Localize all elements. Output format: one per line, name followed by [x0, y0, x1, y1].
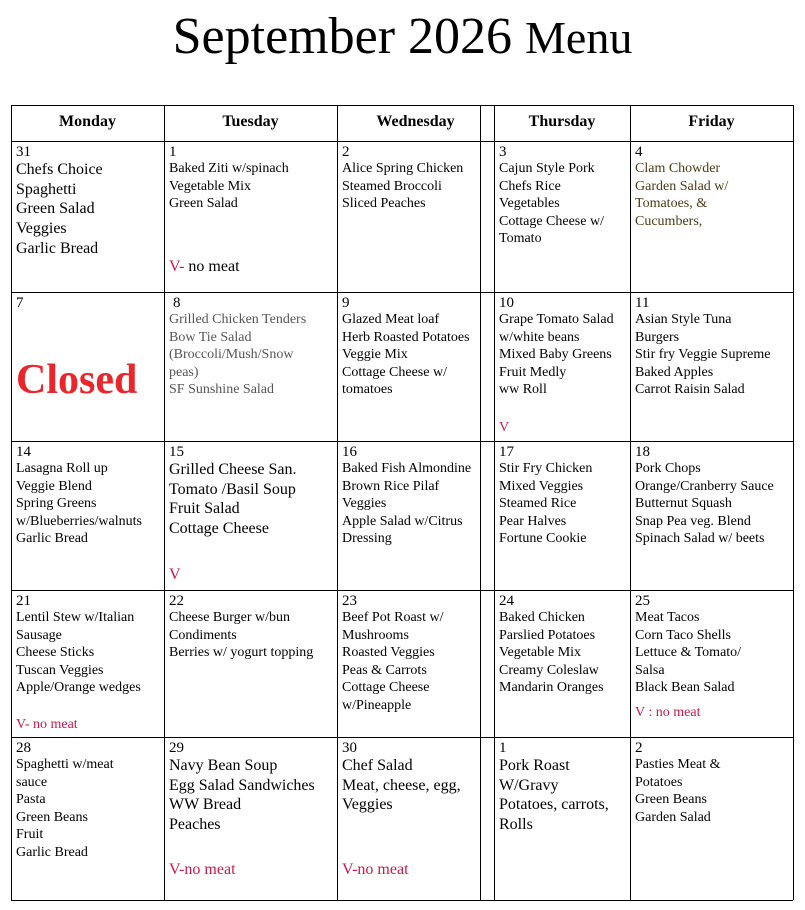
menu-items: Grape Tomato Salad w/white beans Mixed Baby Greens Fruit Medly ww Roll — [499, 312, 614, 397]
vegetarian-note — [499, 420, 509, 436]
menu-items: Baked Chicken Parslied Potatoes Vegetable Mix Creamy Coleslaw Mandarin Oranges — [499, 610, 604, 695]
day-cell — [630, 441, 793, 590]
day-number: 4 — [635, 144, 643, 160]
day-number: 1 — [169, 144, 177, 160]
vegetarian-note-mark: V — [499, 420, 510, 435]
vegetarian-note — [16, 717, 78, 733]
menu-items: Pork Roast W/Gravy Potatoes, carrots, Rolls — [499, 757, 609, 834]
menu-items: Lasagna Roll up Veggie Blend Spring Greens w/Blueberries/walnuts Garlic Bread — [16, 461, 142, 546]
day-cell — [11, 141, 164, 292]
day-number: 7 — [16, 295, 24, 311]
menu-items: Beef Pot Roast w/ Mushrooms Roasted Veggies Peas & Carrots Cottage Cheese w/Pineapple — [342, 610, 444, 713]
day-number: 9 — [342, 295, 350, 311]
day-number: 24 — [499, 593, 514, 609]
day-header-monday: Monday — [59, 113, 116, 130]
day-number: 8 — [173, 295, 181, 311]
day-header-tuesday: Tuesday — [222, 113, 279, 130]
day-cell — [494, 292, 630, 441]
menu-items: Grilled Cheese San. Tomato /Basil Soup Fruit Salad Cottage Cheese — [169, 461, 297, 538]
day-number: 10 — [499, 295, 514, 311]
menu-items: Cajun Style Pork Chefs Rice Vegetables Cottage Cheese w/ Tomato — [499, 161, 604, 246]
grid-rule-vertical — [793, 105, 794, 900]
day-cell — [11, 590, 164, 737]
day-cell — [337, 141, 494, 292]
day-number: 11 — [635, 295, 650, 311]
day-number: 31 — [16, 144, 31, 160]
menu-calendar-grid — [11, 105, 793, 900]
day-number: 21 — [16, 593, 31, 609]
day-cell — [11, 737, 164, 900]
day-number: 16 — [342, 444, 357, 460]
day-cell — [494, 590, 630, 737]
day-number: 18 — [635, 444, 650, 460]
vegetarian-note-mark: V-no meat — [169, 861, 236, 878]
day-cell — [164, 292, 337, 441]
day-cell — [494, 737, 630, 900]
menu-items: Clam Chowder Garden Salad w/ Tomatoes, & Cucumbers, — [635, 161, 729, 229]
vegetarian-note-mark: V- — [169, 258, 185, 275]
menu-items: Alice Spring Chicken Steamed Broccoli Sliced Peaches — [342, 161, 464, 211]
vegetarian-note-mark: V-no meat — [342, 861, 409, 878]
day-cell — [630, 141, 793, 292]
menu-items: Pasties Meat & Potatoes Green Beans Garden Salad — [635, 757, 721, 825]
day-number: 29 — [169, 740, 184, 756]
menu-items: Pork Chops Orange/Cranberry Sauce Butternut Squash Snap Pea veg. Blend Spinach Salad w/ beets — [635, 461, 774, 546]
page-title — [0, 6, 805, 69]
day-cell — [337, 441, 494, 590]
closed-label: Closed — [16, 357, 138, 403]
vegetarian-note-mark: V — [169, 566, 181, 583]
day-number: 1 — [499, 740, 507, 756]
day-number: 23 — [342, 593, 357, 609]
day-cell — [11, 441, 164, 590]
day-header-thursday: Thursday — [528, 113, 596, 130]
menu-items: Cheese Burger w/bun Condiments Berries w/ yogurt topping — [169, 610, 314, 660]
day-number: 30 — [342, 740, 357, 756]
title-menu-word: Menu — [525, 12, 633, 63]
vegetarian-note — [169, 566, 181, 584]
menu-items: Chef Salad Meat, cheese, egg, Veggies — [342, 757, 461, 814]
day-number: 3 — [499, 144, 507, 160]
menu-items: Asian Style Tuna Burgers Stir fry Veggie Supreme Baked Apples Carrot Raisin Salad — [635, 312, 771, 397]
vegetarian-note-text: no meat — [184, 258, 240, 275]
vegetarian-note — [635, 705, 700, 721]
day-cell — [337, 590, 494, 737]
vegetarian-note-mark: V : no meat — [635, 705, 701, 720]
day-cell — [630, 737, 793, 900]
menu-items: Glazed Meat loaf Herb Roasted Potatoes Veggie Mix Cottage Cheese w/ tomatoes — [342, 312, 470, 397]
vegetarian-note — [342, 861, 409, 879]
day-cell — [164, 141, 337, 292]
day-cell — [337, 737, 494, 900]
menu-items: Baked Fish Almondine Brown Rice Pilaf Veggies Apple Salad w/Citrus Dressing — [342, 461, 472, 546]
day-cell — [164, 441, 337, 590]
grid-rule-horizontal — [11, 900, 793, 901]
menu-items: Spaghetti w/meat sauce Pasta Green Beans Fruit Garlic Bread — [16, 757, 114, 860]
day-cell — [494, 441, 630, 590]
title-month: September 2026 — [172, 8, 513, 65]
day-number: 17 — [499, 444, 514, 460]
day-number: 2 — [342, 144, 350, 160]
day-number: 14 — [16, 444, 31, 460]
day-number: 22 — [169, 593, 184, 609]
day-cell — [630, 590, 793, 737]
day-cell — [494, 141, 630, 292]
day-header-wednesday: Wednesday — [376, 113, 455, 130]
vegetarian-note-mark: V- no meat — [16, 717, 78, 732]
day-number: 15 — [169, 444, 184, 460]
menu-items: Baked Ziti w/spinach Vegetable Mix Green Salad — [169, 161, 289, 211]
day-cell — [630, 292, 793, 441]
day-cell — [164, 590, 337, 737]
day-number: 28 — [16, 740, 31, 756]
day-cell — [11, 292, 164, 441]
day-header-friday: Friday — [688, 113, 735, 130]
menu-items: Grilled Chicken Tenders Bow Tie Salad (Broccoli/Mush/Snow peas) SF Sunshine Salad — [169, 312, 307, 397]
menu-items: Stir Fry Chicken Mixed Veggies Steamed Rice Pear Halves Fortune Cookie — [499, 461, 593, 546]
day-number: 25 — [635, 593, 650, 609]
menu-items: Meat Tacos Corn Taco Shells Lettuce & Tomato/ Salsa Black Bean Salad — [635, 610, 742, 695]
menu-items: Lentil Stew w/Italian Sausage Cheese Sticks Tuscan Veggies Apple/Orange wedges — [16, 610, 141, 695]
day-number: 2 — [635, 740, 643, 756]
day-cell — [164, 737, 337, 900]
menu-items: Chefs Choice Spaghetti Green Salad Veggies Garlic Bread — [16, 161, 103, 257]
vegetarian-note — [169, 861, 236, 879]
vegetarian-note — [169, 258, 240, 276]
day-cell — [337, 292, 494, 441]
menu-items: Navy Bean Soup Egg Salad Sandwiches WW Bread Peaches — [169, 757, 315, 834]
